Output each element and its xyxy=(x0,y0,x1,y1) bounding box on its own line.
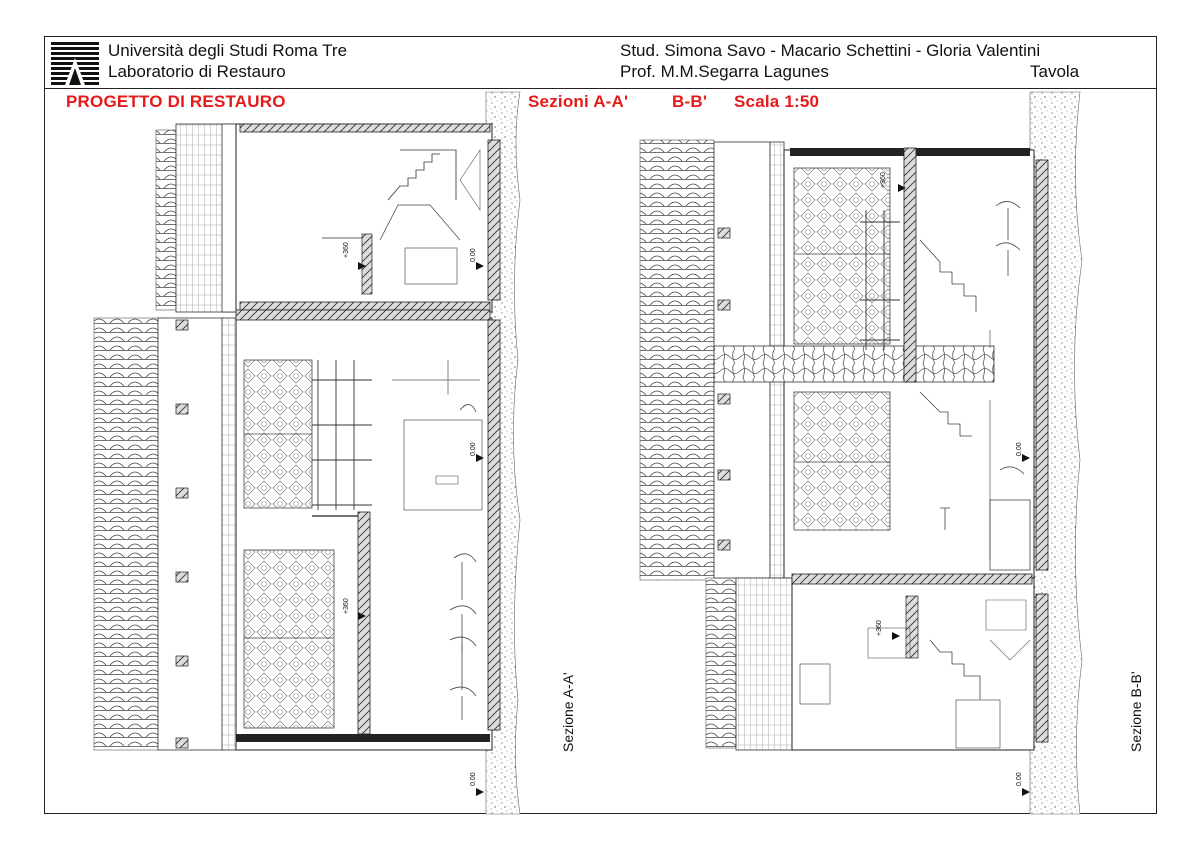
level-mark-plus-b: +360 xyxy=(880,172,887,188)
section-a-label: Sezione A-A' xyxy=(560,672,576,752)
scale-title: Scala 1:50 xyxy=(734,92,820,111)
level-mark-main-a: 0.00 xyxy=(470,442,477,456)
university-name: Università degli Studi Roma Tre xyxy=(108,41,348,60)
level-mark-main-b: 0.00 xyxy=(1016,442,1023,456)
section-a-drawing xyxy=(94,92,520,814)
level-mark-plus-a-lower: +360 xyxy=(343,598,350,614)
project-title: PROGETTO DI RESTAURO xyxy=(66,92,286,111)
students-names: Stud. Simona Savo - Macario Schettini - Gloria Valentini xyxy=(620,41,1041,60)
level-mark-ground-a: 0.00 xyxy=(470,772,477,786)
sections-b-title: B-B' xyxy=(672,92,708,111)
level-mark-ground-b: 0.00 xyxy=(1016,772,1023,786)
professor-name: Prof. M.M.Segarra Lagunes xyxy=(620,62,829,81)
sections-title: Sezioni A-A' xyxy=(528,92,629,111)
tavola-label: Tavola xyxy=(1030,62,1080,81)
lab-name: Laboratorio di Restauro xyxy=(108,62,286,81)
level-mark-plus-a: +360 xyxy=(343,242,350,258)
section-b-label: Sezione B-B' xyxy=(1128,671,1144,752)
level-mark-upper-a: 0.00 xyxy=(470,248,477,262)
level-mark-plus-b-lower: +360 xyxy=(876,620,883,636)
